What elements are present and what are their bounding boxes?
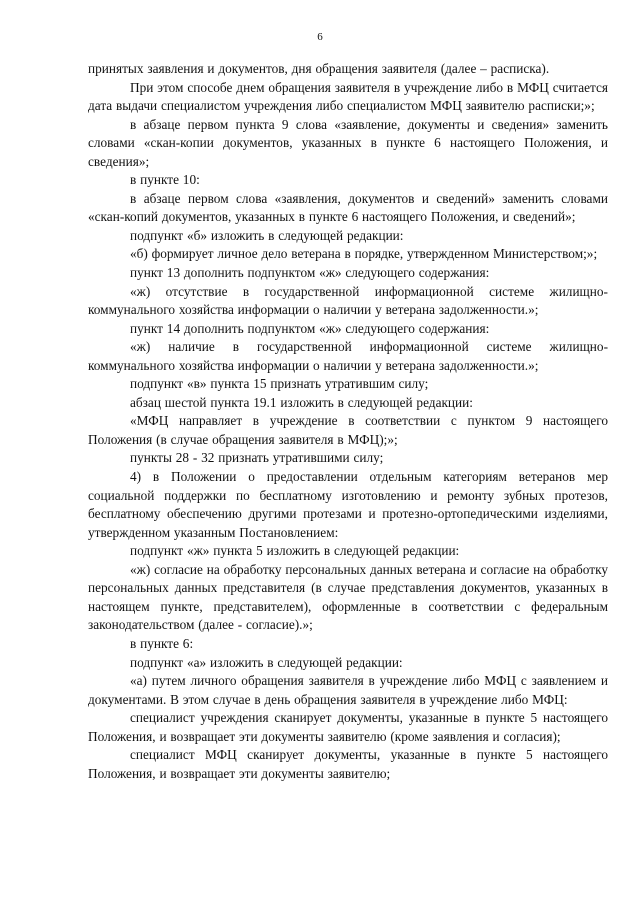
paragraph: 4) в Положении о предоставлении отдельным категориям ветеранов мер социальной поддержки по бесплатному изготовлению и ремонту зубных протезов, бесплатному обеспечению другими протезами и протезно-ортопедическими изделиями, утвержденном указанным Постановлением: [88, 469, 608, 540]
paragraph: «ж) отсутствие в государственной информационной системе жилищно-коммунального хозяйства информации о наличии у ветерана задолженности.»; [88, 283, 608, 318]
paragraph: в пункте 10: [130, 172, 200, 188]
paragraph: в абзаце первом слова «заявления, документов и сведений» заменить словами «скан-копий документов, указанных в пункте 6 настоящего Положения, и сведений»; [88, 190, 608, 225]
paragraph: в абзаце первом пункта 9 слова «заявление, документы и сведения» заменить словами «скан-копии документов, указанных в пункте 6 настоящего Положения, и сведения»; [88, 116, 608, 169]
paragraph: абзац шестой пункта 19.1 изложить в следующей редакции: [130, 394, 473, 410]
paragraph: пункт 13 дополнить подпунктом «ж» следующего содержания: [130, 265, 490, 281]
paragraph: пункт 14 дополнить подпунктом «ж» следующего содержания: [130, 320, 490, 336]
paragraph: подпункт «ж» пункта 5 изложить в следующей редакции: [130, 543, 460, 559]
paragraph: «а) путем личного обращения заявителя в учреждение либо МФЦ с заявлением и документами. В этом случае в день обращения заявителя в учреждение либо МФЦ: [88, 673, 608, 707]
paragraph: пункты 28 - 32 признать утратившими силу; [130, 450, 384, 466]
paragraph: подпункт «а» изложить в следующей редакции: [130, 654, 403, 670]
paragraph: специалист МФЦ сканирует документы, указанные в пункте 5 настоящего Положения, и возвращает эти документы заявителю; [88, 747, 608, 781]
paragraph: специалист учреждения сканирует документы, указанные в пункте 5 настоящего Положения, и возвращает эти документы заявителю (кроме заявления и согласия); [88, 710, 608, 744]
paragraph: подпункт «б» изложить в следующей редакции: [130, 227, 404, 243]
paragraph: «ж) согласие на обработку персональных данных ветерана и согласие на обработку персональных данных представителя (в случае представления документов, указанных в настоящем пункте, представителем), оформленные в соответствии с федеральным законодательством (далее - согласие).»; [88, 561, 608, 633]
paragraph: подпункт «в» пункта 15 признать утратившим силу; [130, 376, 429, 392]
paragraph: «б) формирует личное дело ветерана в порядке, утвержденном Министерством;»; [130, 246, 598, 262]
paragraph: «ж) наличие в государственной информационной системе жилищно-коммунального хозяйства информации о наличии у ветерана задолженности.»; [88, 339, 608, 373]
page-number: 6 [317, 31, 323, 43]
paragraph-continuation: принятых заявления и документов, дня обращения заявителя (далее – расписка). [88, 61, 550, 76]
paragraph: в пункте 6: [130, 635, 194, 651]
document-body [88, 60, 608, 783]
paragraph: При этом способе днем обращения заявителя в учреждение либо в МФЦ считается дата выдачи специалистом учреждения либо специалистом МФЦ заявителю расписки;»; [88, 79, 608, 114]
paragraph: «МФЦ направляет в учреждение в соответствии с пунктом 9 настоящего Положения (в случае обращения заявителя в МФЦ);»; [88, 413, 608, 447]
